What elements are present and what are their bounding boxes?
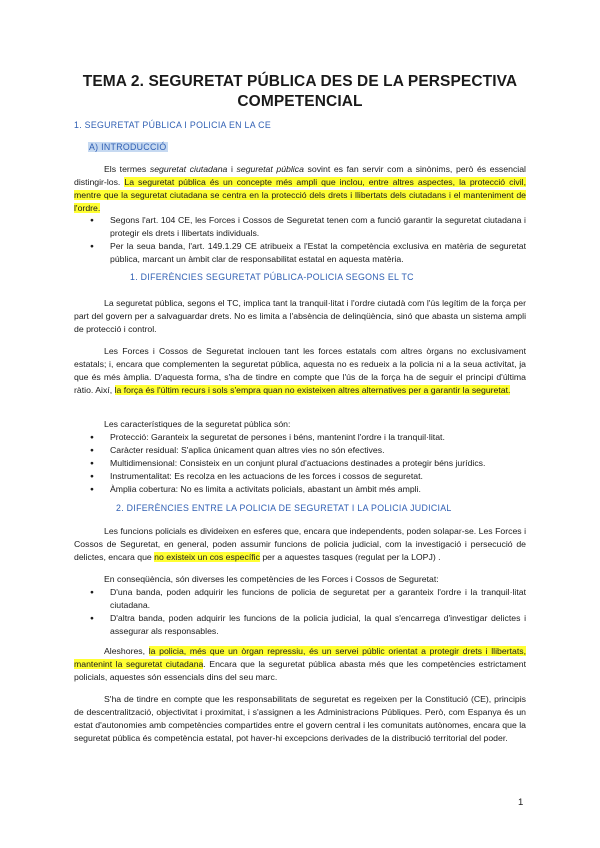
diff2-p1-text-a: Les funcions policials es divideixen en esferes que, encara que independents, poden solapar-se. Les Forces i Cossos de Seguretat, en general, poden assumir funcions de policia judicial, com la investigació i persecució de delictes, encara que xyxy=(74,526,526,562)
list-item: ● Multidimensional: Consisteix en un conjunt plural d'actuacions destinades a protegir béns jurídics. xyxy=(74,457,526,470)
diff1-paragraph-1: La seguretat pública, segons el TC, implica tant la tranquil·litat i l'ordre ciutadà com l'ús legítim de la força per part del govern per a salvaguardar drets. No es limita a l'absència de delinqüència, sinó que abasta un sistema ampli de protecció i control. xyxy=(74,298,526,334)
subsection-heading-a xyxy=(88,142,168,152)
intro-text-a: Els termes xyxy=(104,164,150,174)
diff2-paragraph-1 xyxy=(74,525,526,564)
diff2-paragraph-3 xyxy=(74,645,526,684)
diff2-p1-text-b: per a aquestes tasques (regulat per la LOPJ) . xyxy=(259,552,441,562)
intro-text-c: sovint es fan servir com a sinònims, però és essencial distingir-los. xyxy=(74,164,526,187)
list-item: ● D'altra banda, poden adquirir les funcions de la policia judicial, la qual s'encarrega d'investigar delictes i assegurar als responsables. xyxy=(74,612,526,638)
term-seguretat-publica: seguretat pública xyxy=(236,164,304,174)
diff1-p2-text: Les Forces i Cossos de Seguretat inclouen tant les forces estatals com altres òrgans no exclusivament estatals; i, encara que complementen la seguretat pública, aquesta no es redueix a la policia ni a la seua activitat, ja que és més àmplia. D'aquesta forma, s'ha de tindre en compte que l'ús de la força ha de seguir el principi d'última ràtio. Així, xyxy=(74,346,526,395)
heading-diferencies-tc: 1. DIFERÈNCIES SEGURETAT PÚBLICA-POLICIA SEGONS EL TC xyxy=(130,272,414,282)
term-seguretat-ciutadana: seguretat ciutadana xyxy=(149,164,228,174)
intro-paragraph xyxy=(74,163,526,215)
competencies-list xyxy=(74,586,526,638)
diff2-p3-text-a: Aleshores, xyxy=(104,646,149,656)
list-item: ● Instrumentalitat: Es recolza en les actuacions de les forces i cossos de seguretat. xyxy=(74,470,526,483)
list-item: ● Protecció: Garanteix la seguretat de persones i béns, mantenint l'ordre i la tranquil·litat. xyxy=(74,431,526,444)
list-item: ● Caràcter residual: S'aplica únicament quan altres vies no són efectives. xyxy=(74,444,526,457)
list-item: ● Per la seua banda, l'art. 149.1.29 CE atribueix a l'Estat la competència exclusiva en matèria de seguretat pública, marcant un àmbit clar de responsabilitat estatal en aquesta matèria. xyxy=(74,240,526,266)
list-item: ● Segons l'art. 104 CE, les Forces i Cossos de Seguretat tenen com a funció garantir la seguretat ciutadana i protegir els drets i llibertats individuals. xyxy=(74,214,526,240)
intro-highlight: La seguretat pública és un concepte més ampli que inclou, entre altres aspectes, la protecció civil, mentre que la seguretat ciutadana se centra en la protecció dels drets i llibertats dels ciutadans i el manteniment de l'ordre. xyxy=(74,177,526,213)
diff2-p3-text-b: . Encara que la seguretat pública abasta més que les competències estrictament policials, aquestes són essencials dins del seu marc. xyxy=(74,659,526,682)
characteristics-intro: Les característiques de la seguretat pública són: xyxy=(104,419,291,429)
intro-bullet-list xyxy=(74,214,526,266)
intro-text-b: i xyxy=(227,164,237,174)
diff1-paragraph-2 xyxy=(74,345,526,397)
diff1-p2-highlight: la força és l'últim recurs i sols s'empra quan no existeixen altres alternatives per a garantir la seguretat. xyxy=(114,385,511,395)
diff2-paragraph-4: S'ha de tindre en compte que les responsabilitats de seguretat es regeixen per la Constitució (CE), principis de descentralització, objectivitat i proximitat, i s'assignen a les Administracions Públiques. Però, com Espanya és un estat d'autonomies amb competències compartides entre el govern central i les comunitats autònomes, encara que la seguretat pública és competència estatal, pot haver-hi excepcions derivades de la distribució territorial del poder. xyxy=(74,694,526,743)
diff2-paragraph-2: En conseqüència, són diverses les competències de les Forces i Cossos de Seguretat: xyxy=(104,574,439,584)
page-number: 1 xyxy=(518,797,524,808)
characteristics-list xyxy=(74,431,526,496)
heading-policia-judicial: 2. DIFERÈNCIES ENTRE LA POLICIA DE SEGURETAT I LA POLICIA JUDICIAL xyxy=(116,503,452,513)
diff2-p3-highlight: la policia, més que un òrgan repressiu, és un servei públic orientat a protegir drets i llibertats, mantenint la seguretat ciutadana xyxy=(74,646,526,669)
subsection-a-label: A) INTRODUCCIÓ xyxy=(89,142,167,152)
document-title: TEMA 2. SEGURETAT PÚBLICA DES DE LA PERSPECTIVA COMPETENCIAL xyxy=(82,73,518,110)
list-item: ● D'una banda, poden adquirir les funcions de policia de seguretat per a garanteix l'ordre i la tranquil·litat ciutadana. xyxy=(74,586,526,612)
section-heading-1: 1. SEGURETAT PÚBLICA I POLICIA EN LA CE xyxy=(74,120,271,130)
list-item: ● Àmplia cobertura: No es limita a activitats policials, abastant un àmbit més ampli. xyxy=(74,483,526,496)
diff2-p1-highlight: no existeix un cos específic xyxy=(154,552,260,562)
